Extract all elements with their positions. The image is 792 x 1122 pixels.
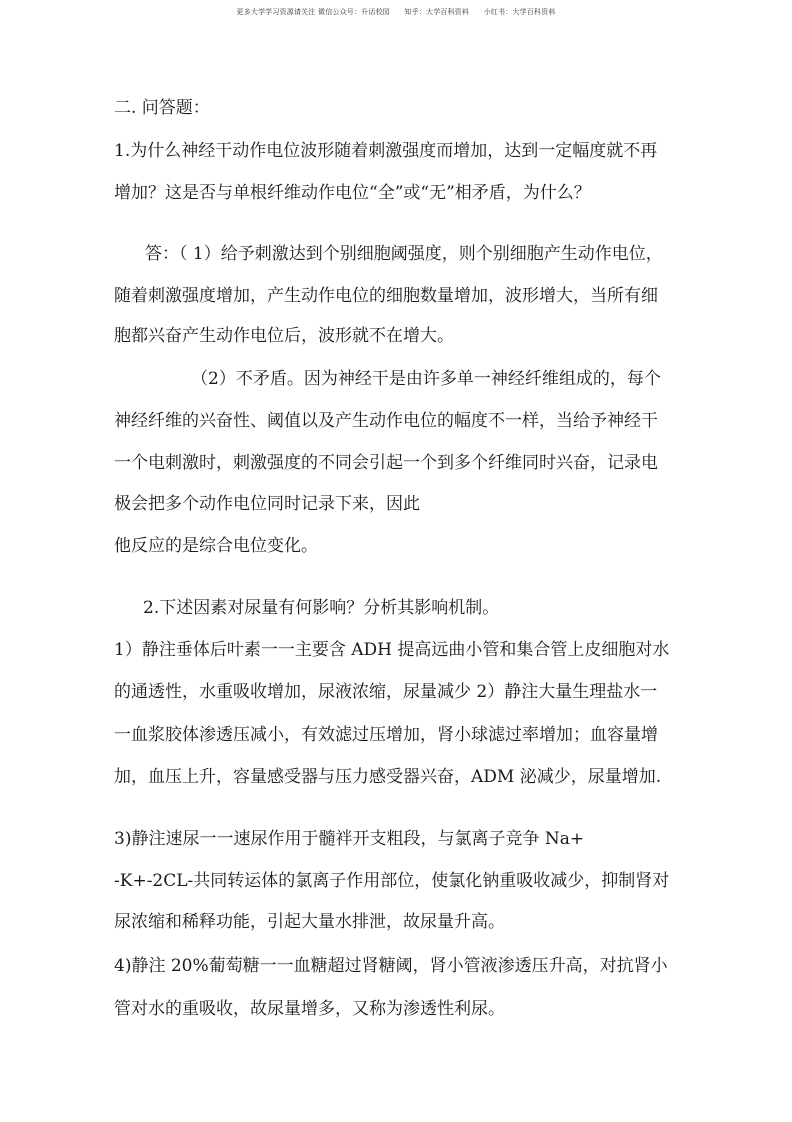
section-title: 二. 问答题：	[114, 98, 210, 118]
answer-2-line-5: 3)静注速尿一一速尿作用于髓袢开支粗段，与氯离子竞争 Na+	[114, 829, 585, 849]
answer-2-line-7: 尿浓缩和稀释功能，引起大量水排泄，故尿量升高。	[114, 912, 505, 932]
answer-1-part-2-line-1: （2）不矛盾。因为神经干是由许多单一神经纤维组成的，每个	[191, 369, 661, 389]
answer-1-line-2: 随着刺激强度增加，产生动作电位的细胞数量增加，波形增大，当所有细	[114, 286, 658, 306]
question-1-line-1: 1.为什么神经干动作电位波形随着刺激强度而增加，达到一定幅度就不再	[114, 141, 658, 161]
answer-2-line-6: -K+-2CL-共同转运体的氯离子作用部位，使氯化钠重吸收减少，抑制肾对	[114, 871, 670, 891]
answer-1-part-2-line-2: 神经纤维的兴奋性、阈值以及产生动作电位的幅度不一样，当给予神经干	[114, 411, 658, 431]
answer-2-line-4: 加，血压上升，容量感受器与压力感受器兴奋，ADM 泌减少，尿量增加.	[114, 767, 662, 787]
answer-1-part-2-line-5: 他反应的是综合电位变化。	[114, 536, 318, 556]
question-2-title: 2.下述因素对尿量有何影响？分析其影响机制。	[143, 598, 500, 618]
answer-2-line-1: 1）静注垂体后叶素一一主要含 ADH 提高远曲小管和集合管上皮细胞对水	[114, 640, 670, 660]
answer-1-line-1: 答：（ 1）给予刺激达到个别细胞阈强度，则个别细胞产生动作电位，	[145, 244, 663, 264]
question-1-line-2: 增加？这是否与单根纤维动作电位“全”或“无”相矛盾，为什么？	[114, 183, 591, 203]
answer-2-line-9: 管对水的重吸收，故尿量增多，又称为渗透性利尿。	[114, 999, 505, 1019]
answer-1-part-2-line-3: 一个电刺激时，刺激强度的不同会引起一个到多个纤维同时兴奋，记录电	[114, 453, 658, 473]
answer-1-line-3: 胞都兴奋产生动作电位后，波形就不在增大。	[114, 326, 454, 346]
answer-1-part-2-line-4: 极会把多个动作电位同时记录下来，因此	[114, 494, 420, 514]
answer-2-line-2: 的通透性，水重吸收增加，尿液浓缩，尿量减少 2）静注大量生理盐水一	[114, 682, 658, 702]
answer-2-line-3: 一血浆胶体渗透压减小，有效滤过压增加，肾小球滤过率增加；血容量增	[114, 725, 658, 745]
answer-2-line-8: 4)静注 20%葡萄糖一一血糖超过肾糖阈，肾小管液渗透压升高，对抗肾小	[114, 956, 668, 976]
page-header: 更多大学学习资源请关注 微信公众号：升话校园 知乎：大学百科资料 小红书：大学百科资料	[236, 8, 556, 16]
